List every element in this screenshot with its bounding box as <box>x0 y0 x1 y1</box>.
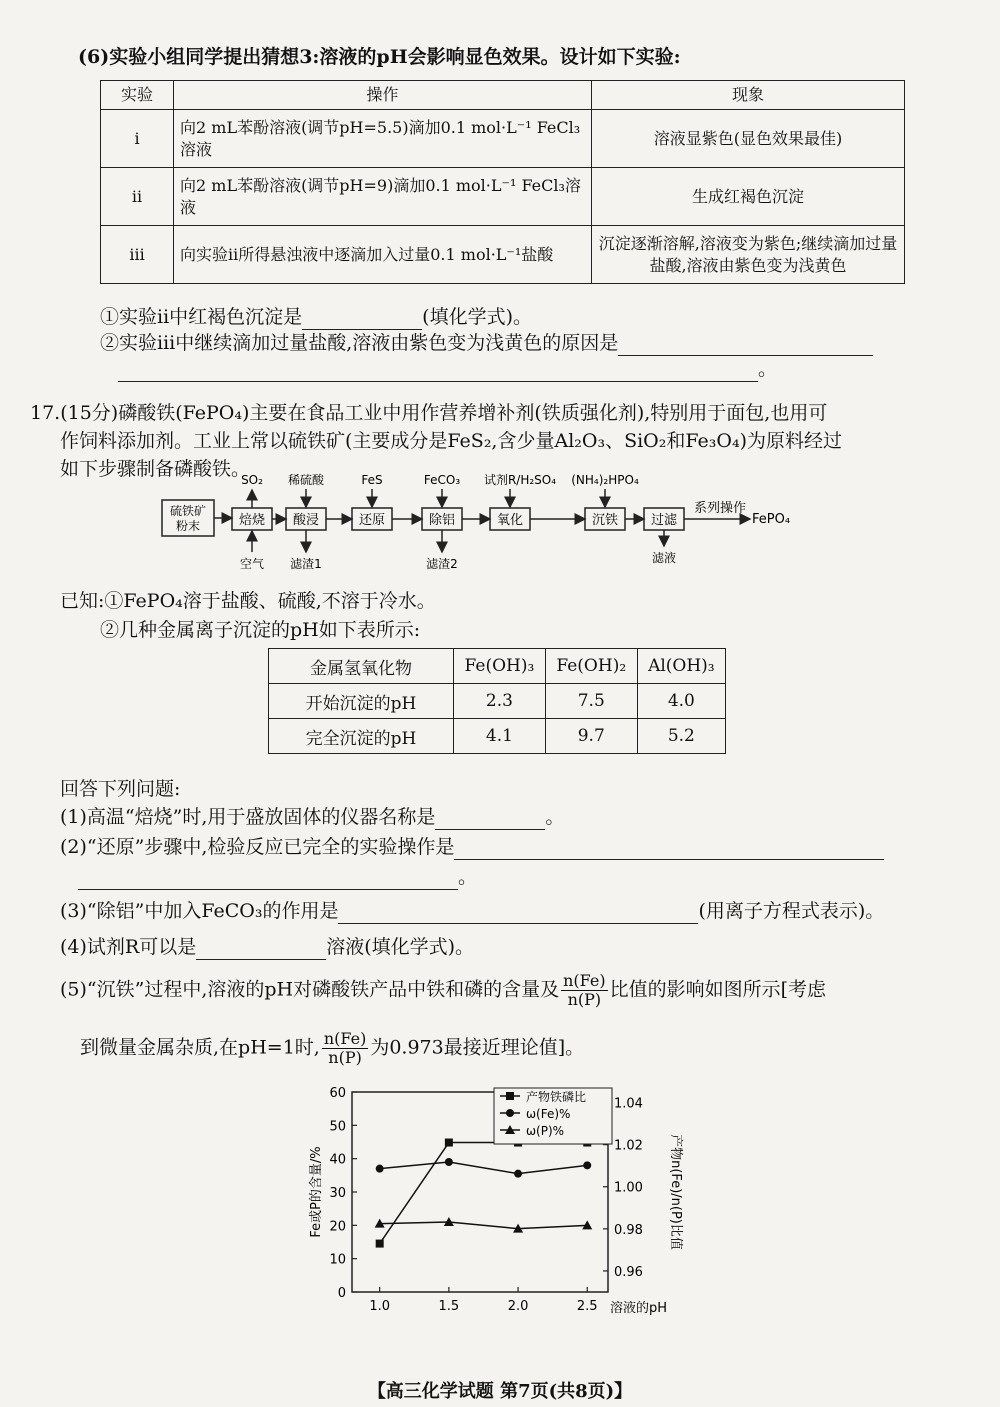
q17-intro-line1: 17.(15分)磷酸铁(FePO₄)主要在食品工业中用作营养增补剂(铁质强化剂),特别用于面包,也用可 <box>30 402 828 424</box>
data-point <box>583 1161 591 1169</box>
table-cell: 7.5 <box>545 684 637 719</box>
fraction-denominator: n(P) <box>567 990 602 1009</box>
y-tick-label: 50 <box>329 1119 346 1135</box>
answer-blank[interactable] <box>196 939 326 960</box>
legend-label: ω(P)% <box>526 1124 565 1138</box>
data-point <box>514 1170 522 1178</box>
table-cell: 开始沉淀的pH <box>269 684 454 719</box>
answer-blank[interactable] <box>454 839 884 860</box>
table-header: 操作 <box>174 81 592 110</box>
question-2-text: (2)“还原”步骤中,检验反应已完全的实验操作是 <box>60 836 455 858</box>
period: 。 <box>458 866 478 888</box>
answer-prompt: 回答下列问题: <box>60 778 181 800</box>
flow-step-label: 沉铁 <box>591 513 619 528</box>
table-row <box>101 110 905 168</box>
table-cell: 完全沉淀的pH <box>269 719 454 754</box>
q16-intro: (6)实验小组同学提出猜想3:溶液的pH会影响显色效果。设计如下实验: <box>78 46 681 68</box>
flow-step-label: 氧化 <box>496 513 524 528</box>
x-tick-label: 1.5 <box>438 1299 460 1314</box>
fraction-denominator: n(P) <box>328 1048 362 1067</box>
y2-tick-label: 1.04 <box>614 1096 643 1112</box>
flow-step-label: 焙烧 <box>238 513 266 528</box>
table-cell: 向2 mL苯酚溶液(调节pH=5.5)滴加0.1 mol·L⁻¹ FeCl₃溶液 <box>174 110 592 168</box>
table-cell: ⅰ <box>101 110 174 168</box>
flow-final-op: 系列操作 <box>693 501 747 516</box>
table-header: Fe(OH)₂ <box>545 649 637 684</box>
flow-start-label: 硫铁矿 <box>169 504 207 518</box>
y2-tick-label: 0.96 <box>614 1264 643 1280</box>
answer-blank[interactable] <box>78 869 458 890</box>
legend-label: 产物铁磷比 <box>526 1090 587 1104</box>
flow-input-feco3: FeCO₃ <box>423 473 461 487</box>
question-5-text-b: 比值的影响如图所示[考虑 <box>609 978 827 1001</box>
y-tick-label: 10 <box>329 1252 346 1268</box>
q17-intro-line2: 作饲料添加剂。工业上常以硫铁矿(主要成分是FeS₂,含少量Al₂O₃、SiO₂和Fe₃O₄)为原料经过 <box>60 430 842 452</box>
flow-input-fes: FeS <box>361 473 383 487</box>
flow-step-label: 过滤 <box>650 513 678 528</box>
question-5-text: (5)“沉铁”过程中,溶液的pH对磷酸铁产品中铁和磷的含量及 <box>60 978 560 1001</box>
y-tick-label: 20 <box>329 1219 346 1235</box>
legend-label: ω(Fe)% <box>526 1107 571 1121</box>
page-footer: 【高三化学试题 第7页(共8页)】 <box>367 1381 633 1402</box>
answer-blank[interactable] <box>618 335 873 356</box>
flow-output-so2: SO₂ <box>241 473 263 487</box>
y-tick-label: 0 <box>337 1286 346 1301</box>
series-line <box>380 1143 588 1244</box>
question-5-text-c: 到微量金属杂质,在pH=1时, <box>80 1036 320 1059</box>
series-line <box>380 1162 588 1174</box>
x-tick-label: 1.0 <box>369 1299 391 1314</box>
x-tick-label: 2.5 <box>576 1299 598 1314</box>
experiment-table <box>100 80 905 284</box>
data-point <box>376 1240 384 1248</box>
table-row <box>101 168 905 226</box>
table-cell: ⅲ <box>101 226 174 284</box>
y2-axis-label: 产物n(Fe)/n(P)比值 <box>668 1134 683 1250</box>
answer-blank[interactable] <box>302 309 422 330</box>
table-row <box>101 226 905 284</box>
flow-input-air: 空气 <box>239 557 265 571</box>
table-row <box>269 719 726 754</box>
data-point <box>445 1158 453 1166</box>
y2-tick-label: 1.00 <box>614 1180 643 1196</box>
table-header-row <box>101 81 905 110</box>
question-2 <box>60 834 884 860</box>
question-5-line2 <box>80 1030 584 1067</box>
answer-blank[interactable] <box>338 903 698 924</box>
ph-effect-chart <box>300 1080 700 1340</box>
flow-step-label: 还原 <box>358 513 386 528</box>
q16-sub1 <box>100 304 532 330</box>
flow-input-phosphate: (NH₄)₂HPO₄ <box>571 473 639 487</box>
chart-svg <box>300 1080 700 1340</box>
table-cell: 9.7 <box>545 719 637 754</box>
data-point <box>445 1139 453 1147</box>
table-cell: 向2 mL苯酚溶液(调节pH=9)滴加0.1 mol·L⁻¹ FeCl₃溶液 <box>174 168 592 226</box>
question-2-line2 <box>78 864 477 890</box>
flow-step-label: 除铝 <box>428 513 456 528</box>
flow-output-residue1: 滤渣1 <box>290 557 322 571</box>
series-line <box>380 1222 588 1229</box>
period: 。 <box>545 806 565 828</box>
legend-marker <box>506 1092 514 1100</box>
table-cell: ⅱ <box>101 168 174 226</box>
x-tick-label: 2.0 <box>507 1299 529 1314</box>
flow-input-acid: 稀硫酸 <box>287 473 325 487</box>
known-1: 已知:①FePO₄溶于盐酸、硫酸,不溶于冷水。 <box>60 590 436 612</box>
y-tick-label: 60 <box>329 1086 346 1101</box>
question-4-tail: 溶液(填化学式)。 <box>326 936 475 958</box>
question-4-text: (4)试剂R可以是 <box>60 936 197 958</box>
table-cell: 生成红褐色沉淀 <box>592 168 905 226</box>
question-3-text: (3)“除铝”中加入FeCO₃的作用是 <box>60 900 339 922</box>
y-axis-label: Fe或P的含量/% <box>309 1146 324 1238</box>
y2-tick-label: 1.02 <box>614 1138 643 1154</box>
q17-intro-line3: 如下步骤制备磷酸铁。 <box>60 458 251 480</box>
flow-output-residue2: 滤渣2 <box>426 557 458 571</box>
q16-sub1-text: ①实验ⅱ中红褐色沉淀是 <box>100 306 303 328</box>
answer-blank[interactable] <box>118 361 758 382</box>
table-cell: 5.2 <box>637 719 725 754</box>
question-3-tail: (用离子方程式表示)。 <box>698 900 885 922</box>
question-4 <box>60 934 474 960</box>
question-1-text: (1)高温“焙烧”时,用于盛放固体的仪器名称是 <box>60 806 436 828</box>
table-header: 金属氢氧化物 <box>269 649 454 684</box>
q16-sub2 <box>100 330 873 356</box>
q16-sub2-line2 <box>118 356 777 382</box>
q16-sub1-tail: (填化学式)。 <box>422 306 532 328</box>
y-tick-label: 30 <box>329 1186 346 1201</box>
table-header-row <box>269 649 726 684</box>
flow-input-reagent-r: 试剂R/H₂SO₄ <box>483 473 557 487</box>
y2-tick-label: 0.98 <box>614 1222 643 1238</box>
table-cell: 4.1 <box>454 719 546 754</box>
ph-table <box>268 648 726 754</box>
flow-output-filtrate: 滤液 <box>651 551 677 565</box>
table-header: 现象 <box>592 81 905 110</box>
table-row <box>269 684 726 719</box>
legend-marker <box>506 1109 514 1117</box>
question-1 <box>60 804 564 830</box>
fraction-numerator: n(Fe) <box>323 1029 367 1048</box>
process-flow-diagram <box>150 468 850 588</box>
table-cell: 沉淀逐渐溶解,溶液变为紫色;继续滴加过量盐酸,溶液由紫色变为浅黄色 <box>592 226 905 284</box>
known-2: ②几种金属离子沉淀的pH如下表所示: <box>100 619 421 641</box>
fe-p-ratio-fraction <box>561 972 607 1009</box>
flow-start-label: 粉末 <box>175 519 201 533</box>
table-cell: 溶液显紫色(显色效果最佳) <box>592 110 905 168</box>
end-mark: 。 <box>758 358 778 380</box>
table-header: Fe(OH)₃ <box>454 649 546 684</box>
q16-sub2-text: ②实验ⅲ中继续滴加过量盐酸,溶液由紫色变为浅黄色的原因是 <box>100 332 619 354</box>
flow-step-label: 酸浸 <box>292 513 320 528</box>
table-cell: 向实验ⅱ所得悬浊液中逐滴加入过量0.1 mol·L⁻¹盐酸 <box>174 226 592 284</box>
table-header: 实验 <box>101 81 174 110</box>
table-cell: 4.0 <box>637 684 725 719</box>
x-axis-label: 溶液的pH <box>610 1301 668 1316</box>
question-5-text-d: 为0.973最接近理论值]。 <box>370 1036 585 1059</box>
table-header: Al(OH)₃ <box>637 649 725 684</box>
fraction-numerator: n(Fe) <box>563 971 606 990</box>
table-cell: 2.3 <box>454 684 546 719</box>
data-point <box>376 1165 384 1173</box>
flow-product: FePO₄ <box>752 512 791 527</box>
answer-blank[interactable] <box>435 809 545 830</box>
question-5 <box>60 972 826 1009</box>
question-3 <box>60 898 884 924</box>
fe-p-ratio-fraction <box>322 1030 368 1067</box>
y-tick-label: 40 <box>329 1152 346 1168</box>
